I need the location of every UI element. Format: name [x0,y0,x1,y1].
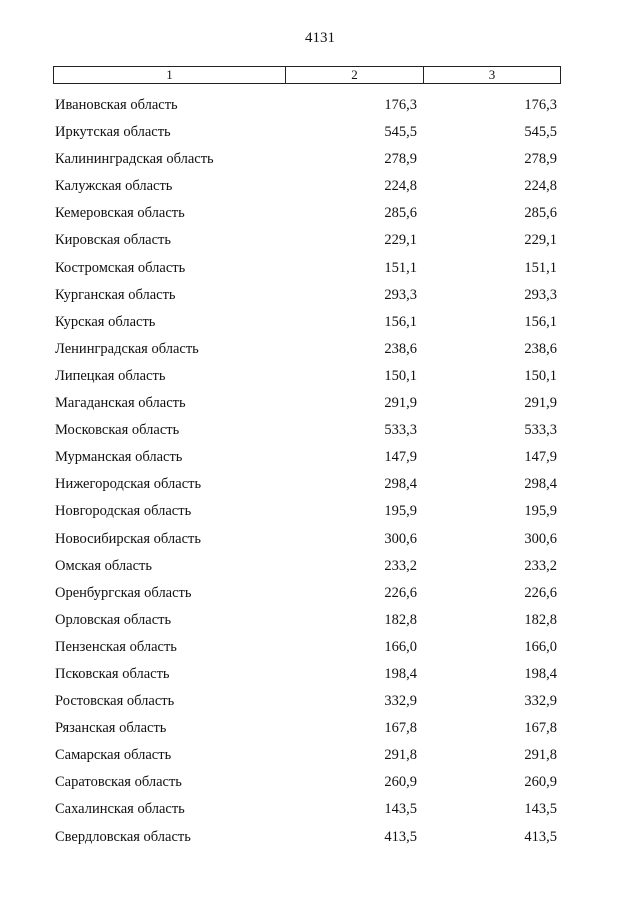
region-name: Иркутская область [55,124,171,141]
value-col-2: 167,8 [384,720,417,737]
region-name: Рязанская область [55,720,167,737]
value-col-3: 291,9 [524,395,557,412]
value-col-3: 182,8 [524,611,557,628]
table-row [0,637,640,664]
value-col-3: 143,5 [524,801,557,818]
value-col-3: 167,8 [524,720,557,737]
region-name: Костромская область [55,259,186,276]
value-col-2: 198,4 [384,665,417,682]
value-col-2: 147,9 [384,449,417,466]
table-row [0,203,640,230]
value-col-2: 413,5 [384,828,417,845]
table-row [0,827,640,854]
value-col-3: 285,6 [524,205,557,222]
region-name: Мурманская область [55,449,183,466]
region-name: Ростовская область [55,693,175,710]
region-name: Псковская область [55,665,170,682]
value-col-2: 233,2 [384,557,417,574]
value-col-2: 156,1 [384,313,417,330]
header-col-2: 2 [286,67,424,83]
region-name: Липецкая область [55,367,166,384]
value-col-2: 150,1 [384,367,417,384]
table-row [0,772,640,799]
value-col-3: 176,3 [524,97,557,113]
table-row [0,258,640,285]
value-col-2: 182,8 [384,611,417,628]
region-name: Магаданская область [55,395,186,412]
value-col-2: 291,8 [384,747,417,764]
page-number: 4131 [305,30,335,46]
region-name: Ленинградская область [55,340,199,357]
value-col-2: 300,6 [384,530,417,547]
region-name: Сахалинская область [55,801,185,818]
value-col-2: 238,6 [384,340,417,357]
value-col-2: 195,9 [384,503,417,520]
region-name: Калужская область [55,178,173,195]
table-row [0,474,640,501]
value-col-2: 278,9 [384,151,417,168]
table-row [0,420,640,447]
region-name: Оренбургская область [55,584,192,601]
table-row [0,745,640,772]
value-col-3: 293,3 [524,286,557,303]
table-row [0,556,640,583]
region-name: Новосибирская область [55,530,201,547]
table-row [0,691,640,718]
value-col-2: 545,5 [384,124,417,141]
table-row [0,176,640,203]
table-row [0,799,640,826]
value-col-2: 298,4 [384,476,417,493]
table-row [0,664,640,691]
region-name: Пензенская область [55,638,177,655]
region-name: Новгородская область [55,503,192,520]
value-col-3: 195,9 [524,503,557,520]
value-col-3: 156,1 [524,313,557,330]
table-row [0,610,640,637]
table-row [0,339,640,366]
value-col-3: 300,6 [524,530,557,547]
region-name: Кемеровская область [55,205,185,222]
value-col-3: 229,1 [524,232,557,249]
value-col-2: 229,1 [384,232,417,249]
value-col-2: 224,8 [384,178,417,195]
value-col-2: 533,3 [384,422,417,439]
value-col-2: 285,6 [384,205,417,222]
value-col-2: 151,1 [384,259,417,276]
value-col-2: 226,6 [384,584,417,601]
table-row [0,501,640,528]
region-name: Орловская область [55,611,172,628]
table-row [0,583,640,610]
table-row [0,529,640,556]
region-name: Самарская область [55,747,172,764]
region-name: Нижегородская область [55,476,202,493]
value-col-3: 224,8 [524,178,557,195]
table-row [0,122,640,149]
table-row [0,285,640,312]
value-col-2: 143,5 [384,801,417,818]
value-col-3: 166,0 [524,638,557,655]
value-col-3: 533,3 [524,422,557,439]
header-col-3: 3 [488,67,496,82]
table-header [53,66,561,84]
value-col-3: 233,2 [524,557,557,574]
value-col-3: 278,9 [524,151,557,168]
region-name: Курганская область [55,286,176,303]
region-name: Омская область [55,557,152,574]
value-col-2: 176,3 [384,97,417,113]
header-col-1: 1 [54,67,286,83]
region-name: Саратовская область [55,774,182,791]
table-body [0,95,640,854]
value-col-2: 293,3 [384,286,417,303]
value-col-3: 226,6 [524,584,557,601]
value-col-2: 291,9 [384,395,417,412]
value-col-3: 238,6 [524,340,557,357]
value-col-3: 151,1 [524,259,557,276]
value-col-2: 260,9 [384,774,417,791]
table-row [0,718,640,745]
table-row [0,447,640,474]
region-name: Курская область [55,313,156,330]
value-col-3: 298,4 [524,476,557,493]
region-name: Свердловская область [55,828,191,845]
value-col-3: 147,9 [524,449,557,466]
table-row [0,95,640,122]
value-col-3: 332,9 [524,693,557,710]
region-name: Московская область [55,422,180,439]
table-row [0,366,640,393]
value-col-2: 166,0 [384,638,417,655]
value-col-3: 545,5 [524,124,557,141]
value-col-3: 413,5 [524,828,557,845]
region-name: Кировская область [55,232,172,249]
value-col-3: 150,1 [524,367,557,384]
value-col-3: 291,8 [524,747,557,764]
table-row [0,393,640,420]
value-col-2: 332,9 [384,693,417,710]
value-col-3: 198,4 [524,665,557,682]
table-row [0,312,640,339]
region-name: Ивановская область [55,97,178,113]
value-col-3: 260,9 [524,774,557,791]
region-name: Калининградская область [55,151,214,168]
table-row [0,230,640,257]
table-row [0,149,640,176]
